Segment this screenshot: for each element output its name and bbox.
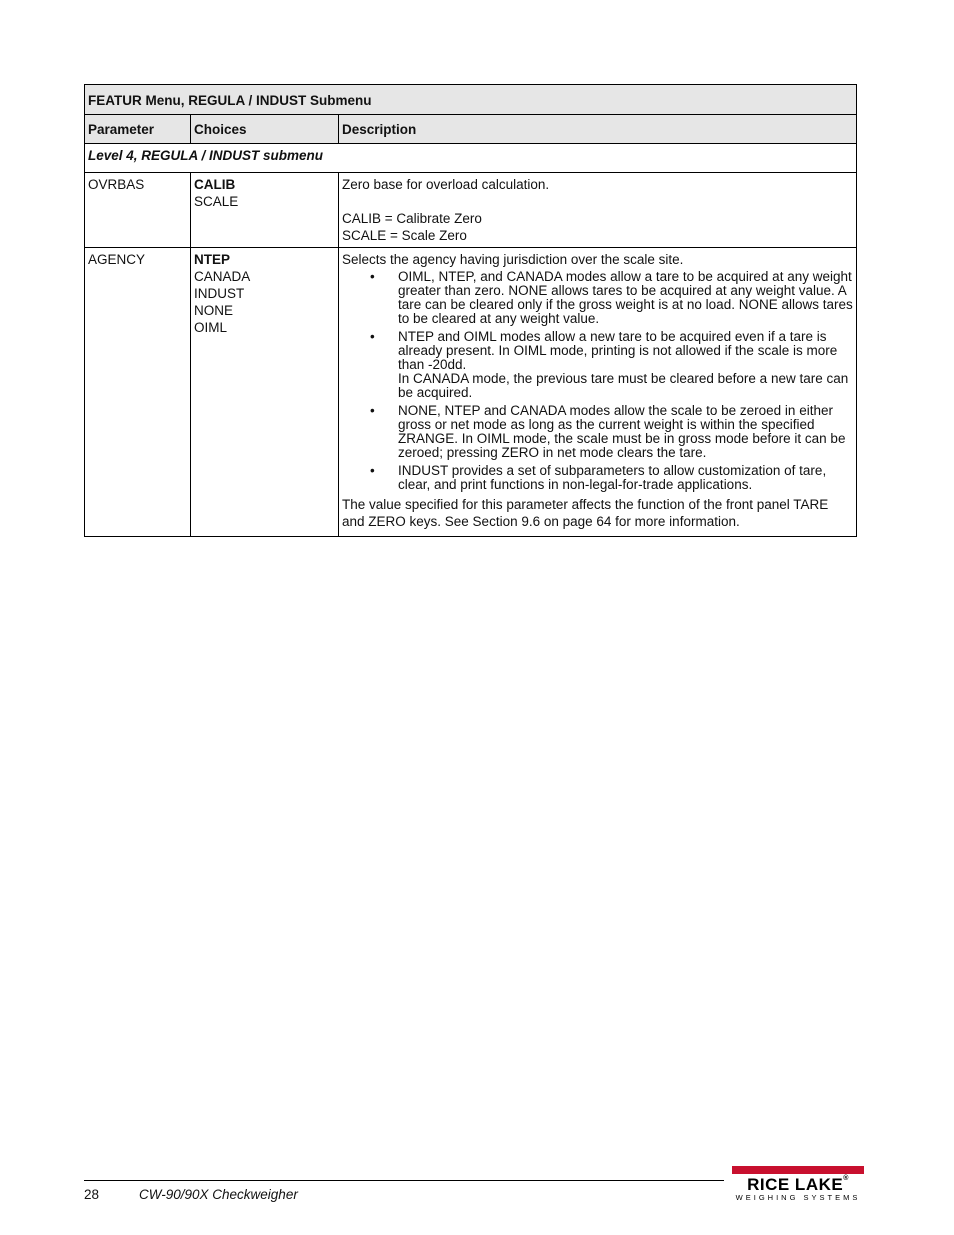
list-item [342,464,853,492]
header-description: Description [339,115,857,144]
logo-bar [732,1166,864,1174]
desc-agency [339,248,857,537]
list-item [342,330,853,400]
featur-regula-table [84,84,857,537]
param-agency: AGENCY [85,248,191,537]
table-title: FEATUR Menu, REGULA / INDUST Submenu [85,85,857,115]
table-header-row [85,115,857,144]
desc-ovrbas [339,173,857,248]
page-number: 28 [84,1187,100,1202]
bullet-list [342,270,853,492]
desc-intro: Zero base for overload calculation. [342,177,550,192]
choices-agency [191,248,339,537]
logo-name: RICE LAKE® [747,1175,849,1194]
param-ovrbas: OVRBAS [85,173,191,248]
choice: OIML [194,320,228,335]
footer-rule [84,1180,724,1181]
header-choices: Choices [191,115,339,144]
list-item [342,270,853,326]
level-label: Level 4, REGULA / INDUST submenu [85,144,857,173]
desc-outro: The value specified for this parameter affects the function of the front panel TARE and ZERO keys. See Section 9.6 on page 64 for more information. [342,497,829,529]
document-title: CW-90/90X Checkweigher [139,1187,298,1202]
choice: CANADA [194,269,251,284]
logo-subtitle: WEIGHING SYSTEMS [735,1193,861,1202]
bullet-text: OIML, NTEP, and CANADA modes allow a tare to be acquired at any weight greater than zero. NONE allows tares to be acquired at any weight value. A tare can be cleared only if the gross weight is at no load. NONE allows tares to be cleared at any weight value. [398,269,853,326]
choice: INDUST [194,286,245,301]
table-row [85,248,857,537]
desc-intro: Selects the agency having jurisdiction over the scale site. [342,252,684,267]
choices-ovrbas [191,173,339,248]
choice-default: CALIB [194,177,236,192]
level-row [85,144,857,173]
registered-mark: ® [843,1175,849,1182]
bullet-text: INDUST provides a set of subparameters to allow customization of tare, clear, and print functions in non-legal-for-trade applications. [398,463,827,492]
desc-line: CALIB = Calibrate Zero [342,211,482,226]
bullet-extra-text: In CANADA mode, the previous tare must be cleared before a new tare can be acquired. [398,371,849,400]
table-row [85,173,857,248]
bullet-text: NONE, NTEP and CANADA modes allow the scale to be zeroed in either gross or net mode as long as the current weight is within the specified ZRANGE. In OIML mode, the scale must be in gross mode before it can be zeroed; pressing ZERO in net mode clears the tare. [398,403,846,460]
bullet-text: NTEP and OIML modes allow a new tare to be acquired even if a tare is already present. In OIML mode, printing is not allowed if the scale is more than -20dd. [398,329,838,372]
header-parameter: Parameter [85,115,191,144]
choice: SCALE [194,194,239,209]
table-title-row [85,85,857,115]
choice-default: NTEP [194,252,231,267]
list-item [342,404,853,460]
rice-lake-logo [728,1166,868,1206]
choice: NONE [194,303,234,318]
desc-line: SCALE = Scale Zero [342,228,467,243]
